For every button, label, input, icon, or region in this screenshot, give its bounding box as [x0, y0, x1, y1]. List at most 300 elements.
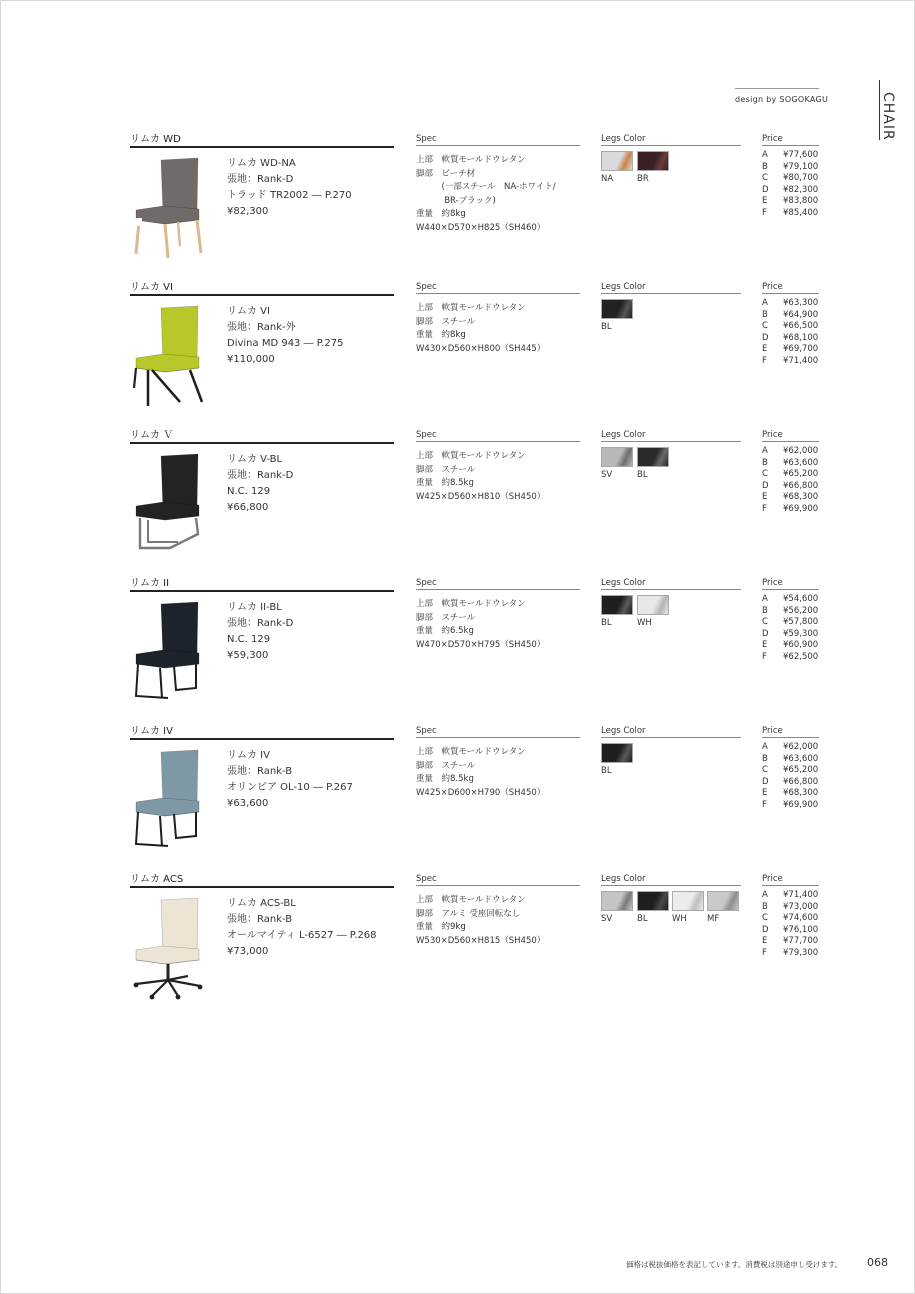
price-value: ¥63,600	[783, 457, 819, 468]
product-name: リムカ Ｖ	[130, 430, 174, 441]
price-row	[762, 173, 822, 185]
model-line: 張地：Rank-B	[227, 766, 293, 777]
price-value: ¥56,200	[783, 605, 819, 616]
price-value: ¥59,300	[783, 628, 819, 639]
chair-illustration	[130, 598, 205, 704]
legs-color-rule	[601, 885, 741, 886]
price-row	[762, 925, 822, 937]
product-section	[0, 870, 915, 1010]
legs-color-rule	[601, 293, 741, 294]
product-name-rule	[130, 146, 394, 148]
price-grade: F	[762, 947, 767, 958]
price-grade: C	[762, 173, 768, 184]
price-value: ¥69,700	[783, 344, 819, 355]
price-row	[762, 356, 822, 368]
leg-color-swatch[interactable]	[637, 595, 669, 615]
chair-caster	[134, 983, 139, 988]
price-row	[762, 652, 822, 664]
price-value: ¥62,500	[783, 651, 819, 662]
price-grade: F	[762, 207, 767, 218]
spec-line: (一部スチール NA-ホワイト/	[416, 182, 556, 193]
legs-color-rule	[601, 589, 741, 590]
legs-color-rule	[601, 441, 741, 442]
price-value: ¥79,100	[783, 161, 819, 172]
model-details	[227, 896, 377, 960]
price-value: ¥74,600	[783, 913, 819, 924]
price-value: ¥76,100	[783, 924, 819, 935]
price-grade: C	[762, 765, 768, 776]
model-details	[227, 452, 293, 516]
spec-rule	[416, 737, 580, 738]
chair-illustration	[130, 302, 205, 408]
price-rule	[762, 885, 819, 886]
chair-back	[161, 454, 198, 510]
spec-heading: Spec	[416, 874, 437, 884]
price-row	[762, 310, 822, 322]
chair-leg	[134, 368, 136, 388]
chair-leg	[165, 224, 168, 258]
leg-color-swatch[interactable]	[637, 891, 669, 911]
price-value: ¥73,000	[783, 901, 819, 912]
model-line: 張地：Rank-D	[227, 470, 294, 481]
price-value: ¥57,800	[783, 617, 819, 628]
price-rule	[762, 293, 819, 294]
price-grade: B	[762, 901, 768, 912]
chair-figure	[134, 898, 203, 999]
model-line: N.C. 129	[227, 634, 271, 645]
price-value: ¥69,900	[783, 799, 819, 810]
spec-line: 重量 約8kg	[416, 209, 466, 220]
product-image	[130, 598, 205, 704]
price-grade: C	[762, 617, 768, 628]
spec-line: 重量 約8.5kg	[416, 478, 474, 489]
chair-base	[136, 976, 200, 996]
spec-heading: Spec	[416, 430, 437, 440]
spec-list	[416, 894, 545, 948]
spec-line: W425×D600×H790（SH450）	[416, 787, 546, 798]
price-row	[762, 777, 822, 789]
chair-back	[161, 158, 198, 214]
spec-line: W440×D570×H825（SH460）	[416, 222, 546, 233]
price-value: ¥62,000	[783, 446, 819, 456]
price-row	[762, 469, 822, 481]
price-value: ¥77,600	[783, 150, 819, 160]
price-value: ¥69,900	[783, 503, 819, 514]
price-row	[762, 458, 822, 470]
price-value: ¥79,300	[783, 947, 819, 958]
product-name: リムカ VI	[130, 282, 173, 293]
leg-color-swatch[interactable]	[601, 891, 633, 911]
price-heading: Price	[762, 874, 783, 884]
spec-line: 重量 約6.5kg	[416, 626, 474, 637]
model-line: 張地：Rank-D	[227, 174, 294, 185]
model-line: ¥63,600	[227, 798, 269, 809]
chair-caster	[176, 995, 181, 1000]
spec-line: 脚部 スチール	[416, 760, 476, 771]
price-row	[762, 162, 822, 174]
model-line: リムカ ACS-BL	[227, 898, 296, 909]
price-grade: E	[762, 344, 768, 355]
spec-list	[416, 154, 556, 236]
price-heading: Price	[762, 578, 783, 588]
price-row	[762, 800, 822, 812]
price-value: ¥68,100	[783, 332, 819, 343]
price-rule	[762, 589, 819, 590]
price-row	[762, 208, 822, 220]
spec-list	[416, 746, 545, 800]
price-value: ¥80,700	[783, 173, 819, 184]
legs-color-heading: Legs Color	[601, 874, 646, 884]
product-name: リムカ II	[130, 578, 170, 589]
chair-figure	[136, 454, 199, 548]
model-details	[227, 304, 344, 368]
model-line: ¥73,000	[227, 946, 269, 957]
leg-color-swatch[interactable]	[707, 891, 739, 911]
price-grade: A	[762, 890, 768, 900]
price-heading: Price	[762, 134, 783, 144]
product-image	[130, 894, 205, 1000]
chair-frame	[174, 812, 196, 838]
legs-color-heading: Legs Color	[601, 726, 646, 736]
price-value: ¥65,200	[783, 469, 819, 480]
price-grade: F	[762, 651, 767, 662]
leg-color-swatch[interactable]	[601, 743, 633, 763]
price-row	[762, 196, 822, 208]
price-grade: E	[762, 936, 768, 947]
spec-line: 上部 軟質モールドウレタン	[416, 155, 526, 165]
price-value: ¥66,800	[783, 776, 819, 787]
chair-caster	[150, 995, 155, 1000]
legs-color-heading: Legs Color	[601, 134, 646, 144]
spec-list	[416, 450, 545, 504]
model-line: リムカ VI	[227, 306, 270, 317]
leg-color-code: WH	[637, 618, 652, 628]
chair-back	[161, 602, 198, 658]
price-row	[762, 890, 822, 902]
price-grade: B	[762, 309, 768, 320]
model-line: リムカ WD-NA	[227, 158, 296, 169]
spec-heading: Spec	[416, 578, 437, 588]
price-row	[762, 788, 822, 800]
spec-rule	[416, 145, 580, 146]
price-row	[762, 640, 822, 652]
legs-color-rule	[601, 737, 741, 738]
chair-leg	[197, 220, 201, 253]
design-credit: design by SOGOKAGU	[735, 95, 829, 104]
price-value: ¥68,300	[783, 492, 819, 503]
price-grade: E	[762, 196, 768, 207]
product-section	[0, 722, 915, 862]
price-row	[762, 321, 822, 333]
spec-line: W430×D560×H800（SH445）	[416, 343, 546, 354]
page-number: 068	[867, 1256, 888, 1269]
legs-color-heading: Legs Color	[601, 578, 646, 588]
chair-leg	[152, 370, 180, 402]
price-row	[762, 742, 822, 754]
legs-color-rule	[601, 145, 741, 146]
price-heading: Price	[762, 282, 783, 292]
spec-line: W425×D560×H810（SH450）	[416, 491, 546, 502]
leg-color-swatch[interactable]	[637, 151, 669, 171]
product-name: リムカ ACS	[130, 874, 184, 885]
spec-line: 脚部 アルミ 受座回転なし	[416, 908, 521, 919]
leg-color-code: BL	[637, 470, 648, 480]
price-grade: A	[762, 446, 768, 456]
price-row	[762, 629, 822, 641]
chair-leg	[190, 370, 202, 402]
price-grade: B	[762, 457, 768, 468]
spec-rule	[416, 589, 580, 590]
price-grade: D	[762, 924, 769, 935]
chair-leg	[178, 222, 180, 246]
price-value: ¥63,600	[783, 753, 819, 764]
price-grade: E	[762, 640, 768, 651]
spec-line: 重量 約9kg	[416, 922, 466, 933]
chair-frame	[160, 668, 162, 698]
product-name-rule	[130, 590, 394, 592]
spec-line: W530×D560×H815（SH450）	[416, 935, 546, 946]
price-row	[762, 902, 822, 914]
model-line: 張地：Rank-D	[227, 618, 294, 629]
price-value: ¥66,800	[783, 480, 819, 491]
price-grade: F	[762, 355, 767, 366]
spec-rule	[416, 885, 580, 886]
legs-color-heading: Legs Color	[601, 282, 646, 292]
model-line: ¥110,000	[227, 354, 275, 365]
price-grade: B	[762, 753, 768, 764]
price-value: ¥82,300	[783, 184, 819, 195]
model-details	[227, 600, 293, 664]
product-section	[0, 574, 915, 714]
price-row	[762, 492, 822, 504]
model-line: リムカ IV	[227, 750, 270, 761]
price-grade: B	[762, 161, 768, 172]
model-details	[227, 748, 353, 812]
price-grade: F	[762, 799, 767, 810]
chair-back	[161, 898, 198, 954]
leg-color-code: BL	[601, 618, 612, 628]
spec-line: 脚部 スチール	[416, 612, 476, 623]
chair-frame	[174, 664, 196, 690]
spec-line: 上部 軟質モールドウレタン	[416, 599, 526, 609]
leg-color-swatch[interactable]	[601, 595, 633, 615]
price-value: ¥68,300	[783, 788, 819, 799]
price-row	[762, 481, 822, 493]
chair-figure	[136, 602, 199, 698]
chair-frame	[160, 816, 162, 846]
price-value: ¥60,900	[783, 640, 819, 651]
category-label: CHAIR	[880, 92, 896, 141]
price-rule	[762, 737, 819, 738]
price-heading: Price	[762, 430, 783, 440]
price-value: ¥63,300	[783, 298, 819, 308]
chair-illustration	[130, 450, 205, 556]
product-name-rule	[130, 886, 394, 888]
leg-color-code: BL	[637, 914, 648, 924]
spec-heading: Spec	[416, 726, 437, 736]
price-grade: C	[762, 321, 768, 332]
price-row	[762, 298, 822, 310]
product-section	[0, 130, 915, 270]
price-grade: A	[762, 150, 768, 160]
product-name: リムカ WD	[130, 134, 181, 145]
price-grade: A	[762, 594, 768, 604]
price-list	[762, 890, 822, 960]
price-row	[762, 185, 822, 197]
chair-figure	[134, 306, 202, 406]
spec-rule	[416, 441, 580, 442]
price-row	[762, 446, 822, 458]
leg-color-code: BL	[601, 322, 612, 332]
product-image	[130, 450, 205, 556]
product-name-rule	[130, 294, 394, 296]
spec-line: 上部 軟質モールドウレタン	[416, 451, 526, 461]
price-grade: D	[762, 480, 769, 491]
price-grade: A	[762, 742, 768, 752]
spec-line: 上部 軟質モールドウレタン	[416, 303, 526, 313]
model-line: トラッド TR2002 ― P.270	[227, 190, 352, 201]
leg-color-code: WH	[672, 914, 687, 924]
chair-frame	[136, 812, 168, 846]
price-row	[762, 754, 822, 766]
price-grade: F	[762, 503, 767, 514]
spec-line: W470×D570×H795（SH450）	[416, 639, 546, 650]
leg-color-swatch[interactable]	[601, 447, 633, 467]
price-grade: E	[762, 788, 768, 799]
price-row	[762, 150, 822, 162]
tax-note: 価格は税抜価格を表記しています。消費税は別途申し受けます。	[626, 1260, 843, 1269]
chair-caster	[198, 985, 203, 990]
product-section	[0, 278, 915, 418]
legs-color-heading: Legs Color	[601, 430, 646, 440]
leg-color-swatch[interactable]	[601, 151, 633, 171]
chair-figure	[136, 750, 199, 846]
leg-color-code: NA	[601, 174, 614, 184]
leg-color-code: SV	[601, 914, 613, 924]
price-row	[762, 344, 822, 356]
leg-color-code: BL	[601, 766, 612, 776]
price-row	[762, 333, 822, 345]
spec-line: 上部 軟質モールドウレタン	[416, 895, 526, 905]
model-line: リムカ V-BL	[227, 454, 283, 465]
price-row	[762, 606, 822, 618]
spec-line: 脚部 スチール	[416, 464, 476, 475]
price-heading: Price	[762, 726, 783, 736]
spec-rule	[416, 293, 580, 294]
chair-figure	[134, 158, 201, 258]
price-grade: E	[762, 492, 768, 503]
leg-color-swatch[interactable]	[637, 447, 669, 467]
product-name: リムカ IV	[130, 726, 173, 737]
chair-illustration	[130, 746, 205, 852]
price-value: ¥83,800	[783, 196, 819, 207]
price-list	[762, 298, 822, 368]
price-row	[762, 617, 822, 629]
price-row	[762, 936, 822, 948]
price-value: ¥71,400	[783, 890, 819, 900]
spec-heading: Spec	[416, 282, 437, 292]
price-value: ¥64,900	[783, 309, 819, 320]
price-rule	[762, 441, 819, 442]
spec-list	[416, 302, 545, 356]
model-details	[227, 156, 352, 220]
price-list	[762, 594, 822, 664]
spec-line: 重量 約8kg	[416, 330, 466, 341]
price-value: ¥71,400	[783, 355, 819, 366]
spec-line: 脚部 ビーチ材	[416, 168, 476, 179]
leg-color-code: MF	[707, 914, 720, 924]
chair-illustration	[130, 894, 205, 1000]
design-rule	[735, 88, 819, 89]
chair-leg-cap	[134, 218, 142, 226]
price-row	[762, 765, 822, 777]
price-row	[762, 948, 822, 960]
model-line: オリンピア OL-10 ― P.267	[227, 782, 353, 793]
model-line: ¥59,300	[227, 650, 269, 661]
chair-back	[161, 306, 198, 362]
price-grade: D	[762, 628, 769, 639]
chair-illustration	[130, 154, 205, 260]
model-line: 張地：Rank-B	[227, 914, 293, 925]
price-grade: D	[762, 184, 769, 195]
chair-back	[161, 750, 198, 806]
product-image	[130, 302, 205, 408]
leg-color-code: SV	[601, 470, 613, 480]
spec-line: 脚部 スチール	[416, 316, 476, 327]
price-list	[762, 446, 822, 516]
spec-heading: Spec	[416, 134, 437, 144]
price-row	[762, 913, 822, 925]
price-row	[762, 504, 822, 516]
price-grade: D	[762, 332, 769, 343]
price-list	[762, 150, 822, 220]
model-line: オールマイティ L-6527 ― P.268	[227, 930, 377, 941]
chair-frame	[148, 520, 178, 542]
price-value: ¥66,500	[783, 321, 819, 332]
model-line: ¥66,800	[227, 502, 269, 513]
price-value: ¥65,200	[783, 765, 819, 776]
price-grade: C	[762, 913, 768, 924]
product-name-rule	[130, 442, 394, 444]
price-value: ¥62,000	[783, 742, 819, 752]
product-name-rule	[130, 738, 394, 740]
chair-frame	[136, 664, 168, 698]
price-rule	[762, 145, 819, 146]
price-value: ¥77,700	[783, 936, 819, 947]
price-list	[762, 742, 822, 812]
model-line: リムカ II-BL	[227, 602, 282, 613]
leg-color-swatch[interactable]	[601, 299, 633, 319]
spec-list	[416, 598, 545, 652]
spec-line: BR-ブラック)	[416, 195, 496, 206]
price-value: ¥54,600	[783, 594, 819, 604]
product-image	[130, 746, 205, 852]
product-section	[0, 426, 915, 566]
spec-line: 上部 軟質モールドウレタン	[416, 747, 526, 757]
leg-color-swatch[interactable]	[672, 891, 704, 911]
model-line: 張地：Rank-外	[227, 322, 296, 333]
price-row	[762, 594, 822, 606]
price-grade: A	[762, 298, 768, 308]
price-value: ¥85,400	[783, 207, 819, 218]
model-line: ¥82,300	[227, 206, 269, 217]
model-line: N.C. 129	[227, 486, 271, 497]
price-grade: D	[762, 776, 769, 787]
model-line: Divina MD 943 ― P.275	[227, 338, 344, 349]
price-grade: B	[762, 605, 768, 616]
spec-line: 重量 約8.5kg	[416, 774, 474, 785]
price-grade: C	[762, 469, 768, 480]
